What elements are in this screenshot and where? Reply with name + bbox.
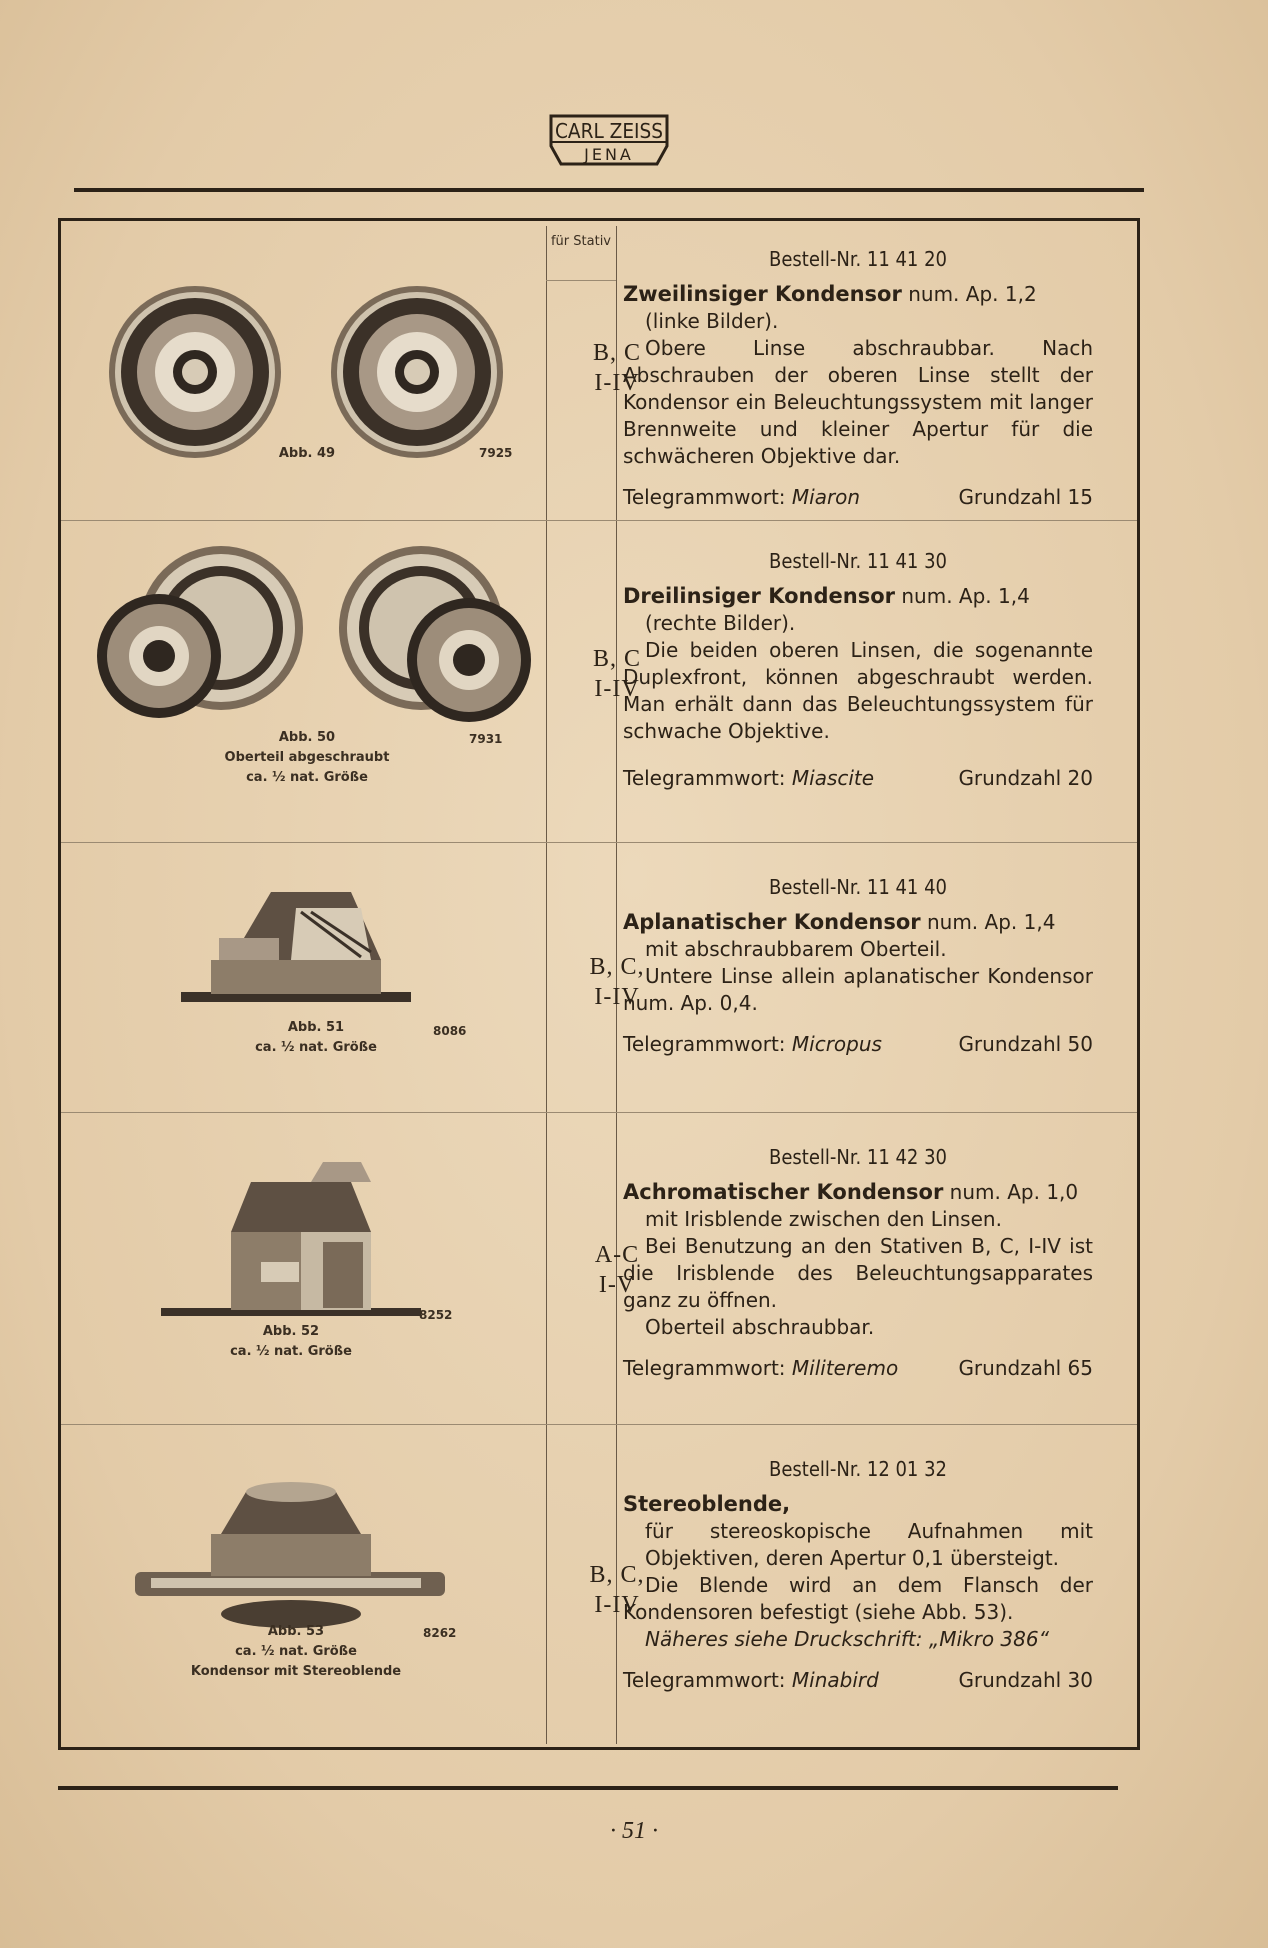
product-text (623, 1456, 1093, 1694)
telegram-line (623, 484, 1093, 511)
subtitle: (linke Bilder). (645, 309, 779, 333)
stativ-line: I-IV (594, 370, 640, 396)
product-text (623, 548, 1093, 792)
product-text (623, 246, 1093, 511)
product-row (61, 520, 1137, 842)
figure-note: Kondensor mit Stereoblende (190, 1664, 402, 1679)
figure-area (61, 222, 538, 520)
figure-caption-block (151, 1622, 441, 1682)
subtitle: (rechte Bilder). (645, 611, 796, 635)
product-row (61, 1112, 1137, 1424)
grundzahl: Grundzahl 65 (958, 1356, 1093, 1380)
product-text (623, 874, 1093, 1058)
product-title: Dreilinsiger Kondensor (623, 584, 896, 608)
order-number: Bestell-Nr. 11 41 30 (769, 549, 947, 573)
stativ-line: I-V (598, 1272, 636, 1298)
figure-caption: Abb. 50 (278, 730, 336, 745)
figure-caption: Abb. 52 (262, 1324, 320, 1339)
product-text (623, 1144, 1093, 1382)
carl-zeiss-jena-logo (545, 110, 673, 170)
description: Untere Linse allein aplanatischer Kondensor num. Ap. 0,4. (623, 964, 1093, 1015)
aperture: num. Ap. 1,4 (895, 584, 1030, 608)
subtitle: mit abschraubbarem Oberteil. (645, 937, 947, 961)
plate-number: 8252 (419, 1308, 453, 1322)
figure-note: Oberteil abgeschraubt (224, 750, 390, 765)
telegram-word: Militeremo (791, 1356, 899, 1380)
order-number: Bestell-Nr. 11 41 20 (769, 247, 947, 271)
product-row (61, 842, 1137, 1112)
figure-caption: Abb. 53 (267, 1624, 325, 1639)
grundzahl: Grundzahl 30 (958, 1668, 1093, 1692)
footer-rule (58, 1786, 1118, 1790)
telegram-label: Telegrammwort: (623, 766, 786, 790)
aperture: num. Ap. 1,2 (901, 282, 1037, 306)
subtitle: mit Irisblende zwischen den Linsen. (645, 1207, 1002, 1231)
stativ-line: B, C, (589, 954, 645, 980)
figure-caption: Abb. 49 (278, 446, 336, 461)
stativ-line: B, C, (589, 1562, 645, 1588)
stereo-diaphragm-illustration (61, 1424, 538, 1744)
plate-number: 8262 (423, 1626, 457, 1640)
stativ-line: B, C (592, 340, 641, 366)
order-number: Bestell-Nr. 12 01 32 (769, 1457, 947, 1481)
telegram-line (623, 1031, 1093, 1058)
figure-area (61, 842, 538, 1112)
plate-number: 7925 (479, 446, 513, 460)
condenser-cross-section (61, 1112, 538, 1424)
telegram-label: Telegrammwort: (623, 1668, 786, 1692)
telegram-line (623, 765, 1093, 792)
telegram-label: Telegrammwort: (623, 1356, 786, 1380)
subtitle: für stereoskopische Aufnahmen mit Objektiven, deren Apertur 0,1 übersteigt. (645, 1519, 1093, 1570)
product-title: Achromatischer Kondensor (623, 1180, 944, 1204)
description-note: Oberteil abschraubbar. (645, 1315, 875, 1339)
product-title: Stereoblende, (623, 1492, 791, 1516)
description: Die beiden oberen Linsen, die sogenannte Duplexfront, können abgeschraubt werden. Man erhält dann das Beleuchtungssystem für schwache Objektive. (623, 638, 1093, 743)
stativ-line: I-IV (594, 676, 640, 702)
figure-caption-block (187, 728, 427, 788)
column-header-stativ: für Stativ (550, 234, 611, 249)
product-row (61, 222, 1137, 520)
header-rule (74, 188, 1144, 192)
figure-note: ca. ½ nat. Größe (235, 1644, 357, 1659)
grundzahl: Grundzahl 20 (958, 766, 1093, 790)
stativ-line: B, C (592, 646, 641, 672)
telegram-line (623, 1355, 1093, 1382)
figure-area (61, 1112, 538, 1424)
figure-caption: Abb. 51 (287, 1020, 345, 1035)
telegram-line (623, 1667, 1093, 1694)
stativ-line: A-C (594, 1242, 640, 1268)
figure-caption-block (191, 1322, 391, 1362)
product-title: Zweilinsiger Kondensor (623, 282, 902, 306)
grundzahl: Grundzahl 50 (958, 1032, 1093, 1056)
plate-number: 7931 (469, 732, 503, 746)
grundzahl: Grundzahl 15 (958, 485, 1093, 509)
description: Bei Benutzung an den Stativen B, C, I-IV ist die Irisblende des Beleuchtungsapparates ganz zu öffnen. (623, 1234, 1093, 1312)
stativ-line: I-IV (594, 1592, 640, 1618)
condenser-cross-section (61, 842, 538, 1112)
order-number: Bestell-Nr. 11 42 30 (769, 1145, 947, 1169)
condenser-illustration (61, 520, 538, 842)
telegram-word: Miascite (791, 766, 875, 790)
product-title: Aplanatischer Kondensor (623, 910, 921, 934)
description-note: Näheres siehe Druckschrift: „Mikro 386“ (645, 1627, 1049, 1651)
telegram-label: Telegrammwort: (623, 1032, 786, 1056)
telegram-word: Micropus (791, 1032, 882, 1056)
figure-note: ca. ½ nat. Größe (255, 1040, 377, 1055)
page-number: · 51 · (610, 1818, 658, 1844)
stativ-line: I-IV (594, 984, 640, 1010)
aperture: num. Ap. 1,4 (920, 910, 1056, 934)
order-number: Bestell-Nr. 11 41 40 (769, 875, 947, 899)
aperture: num. Ap. 1,0 (943, 1180, 1079, 1204)
svg-text:JENA: JENA (584, 145, 634, 164)
telegram-word: Minabird (791, 1668, 879, 1692)
figure-area (61, 520, 538, 842)
description: Obere Linse abschraubbar. Nach Abschrauben der oberen Linse stellt der Kondensor ein Beleuchtungssystem mit langer Brennweite und kleiner Apertur für die schwächeren Objektive dar. (623, 336, 1093, 468)
telegram-word: Miaron (791, 485, 861, 509)
telegram-label: Telegrammwort: (623, 485, 786, 509)
figure-note: ca. ½ nat. Größe (230, 1344, 352, 1359)
condenser-illustration (61, 222, 538, 520)
figure-area (61, 1424, 538, 1744)
figure-caption-block (221, 1018, 411, 1058)
description: Die Blende wird an dem Flansch der Kondensoren befestigt (siehe Abb. 53). (623, 1573, 1093, 1624)
plate-number: 8086 (433, 1024, 467, 1038)
svg-text:CARL ZEISS: CARL ZEISS (555, 119, 663, 143)
product-row (61, 1424, 1137, 1744)
figure-note: ca. ½ nat. Größe (246, 770, 368, 785)
